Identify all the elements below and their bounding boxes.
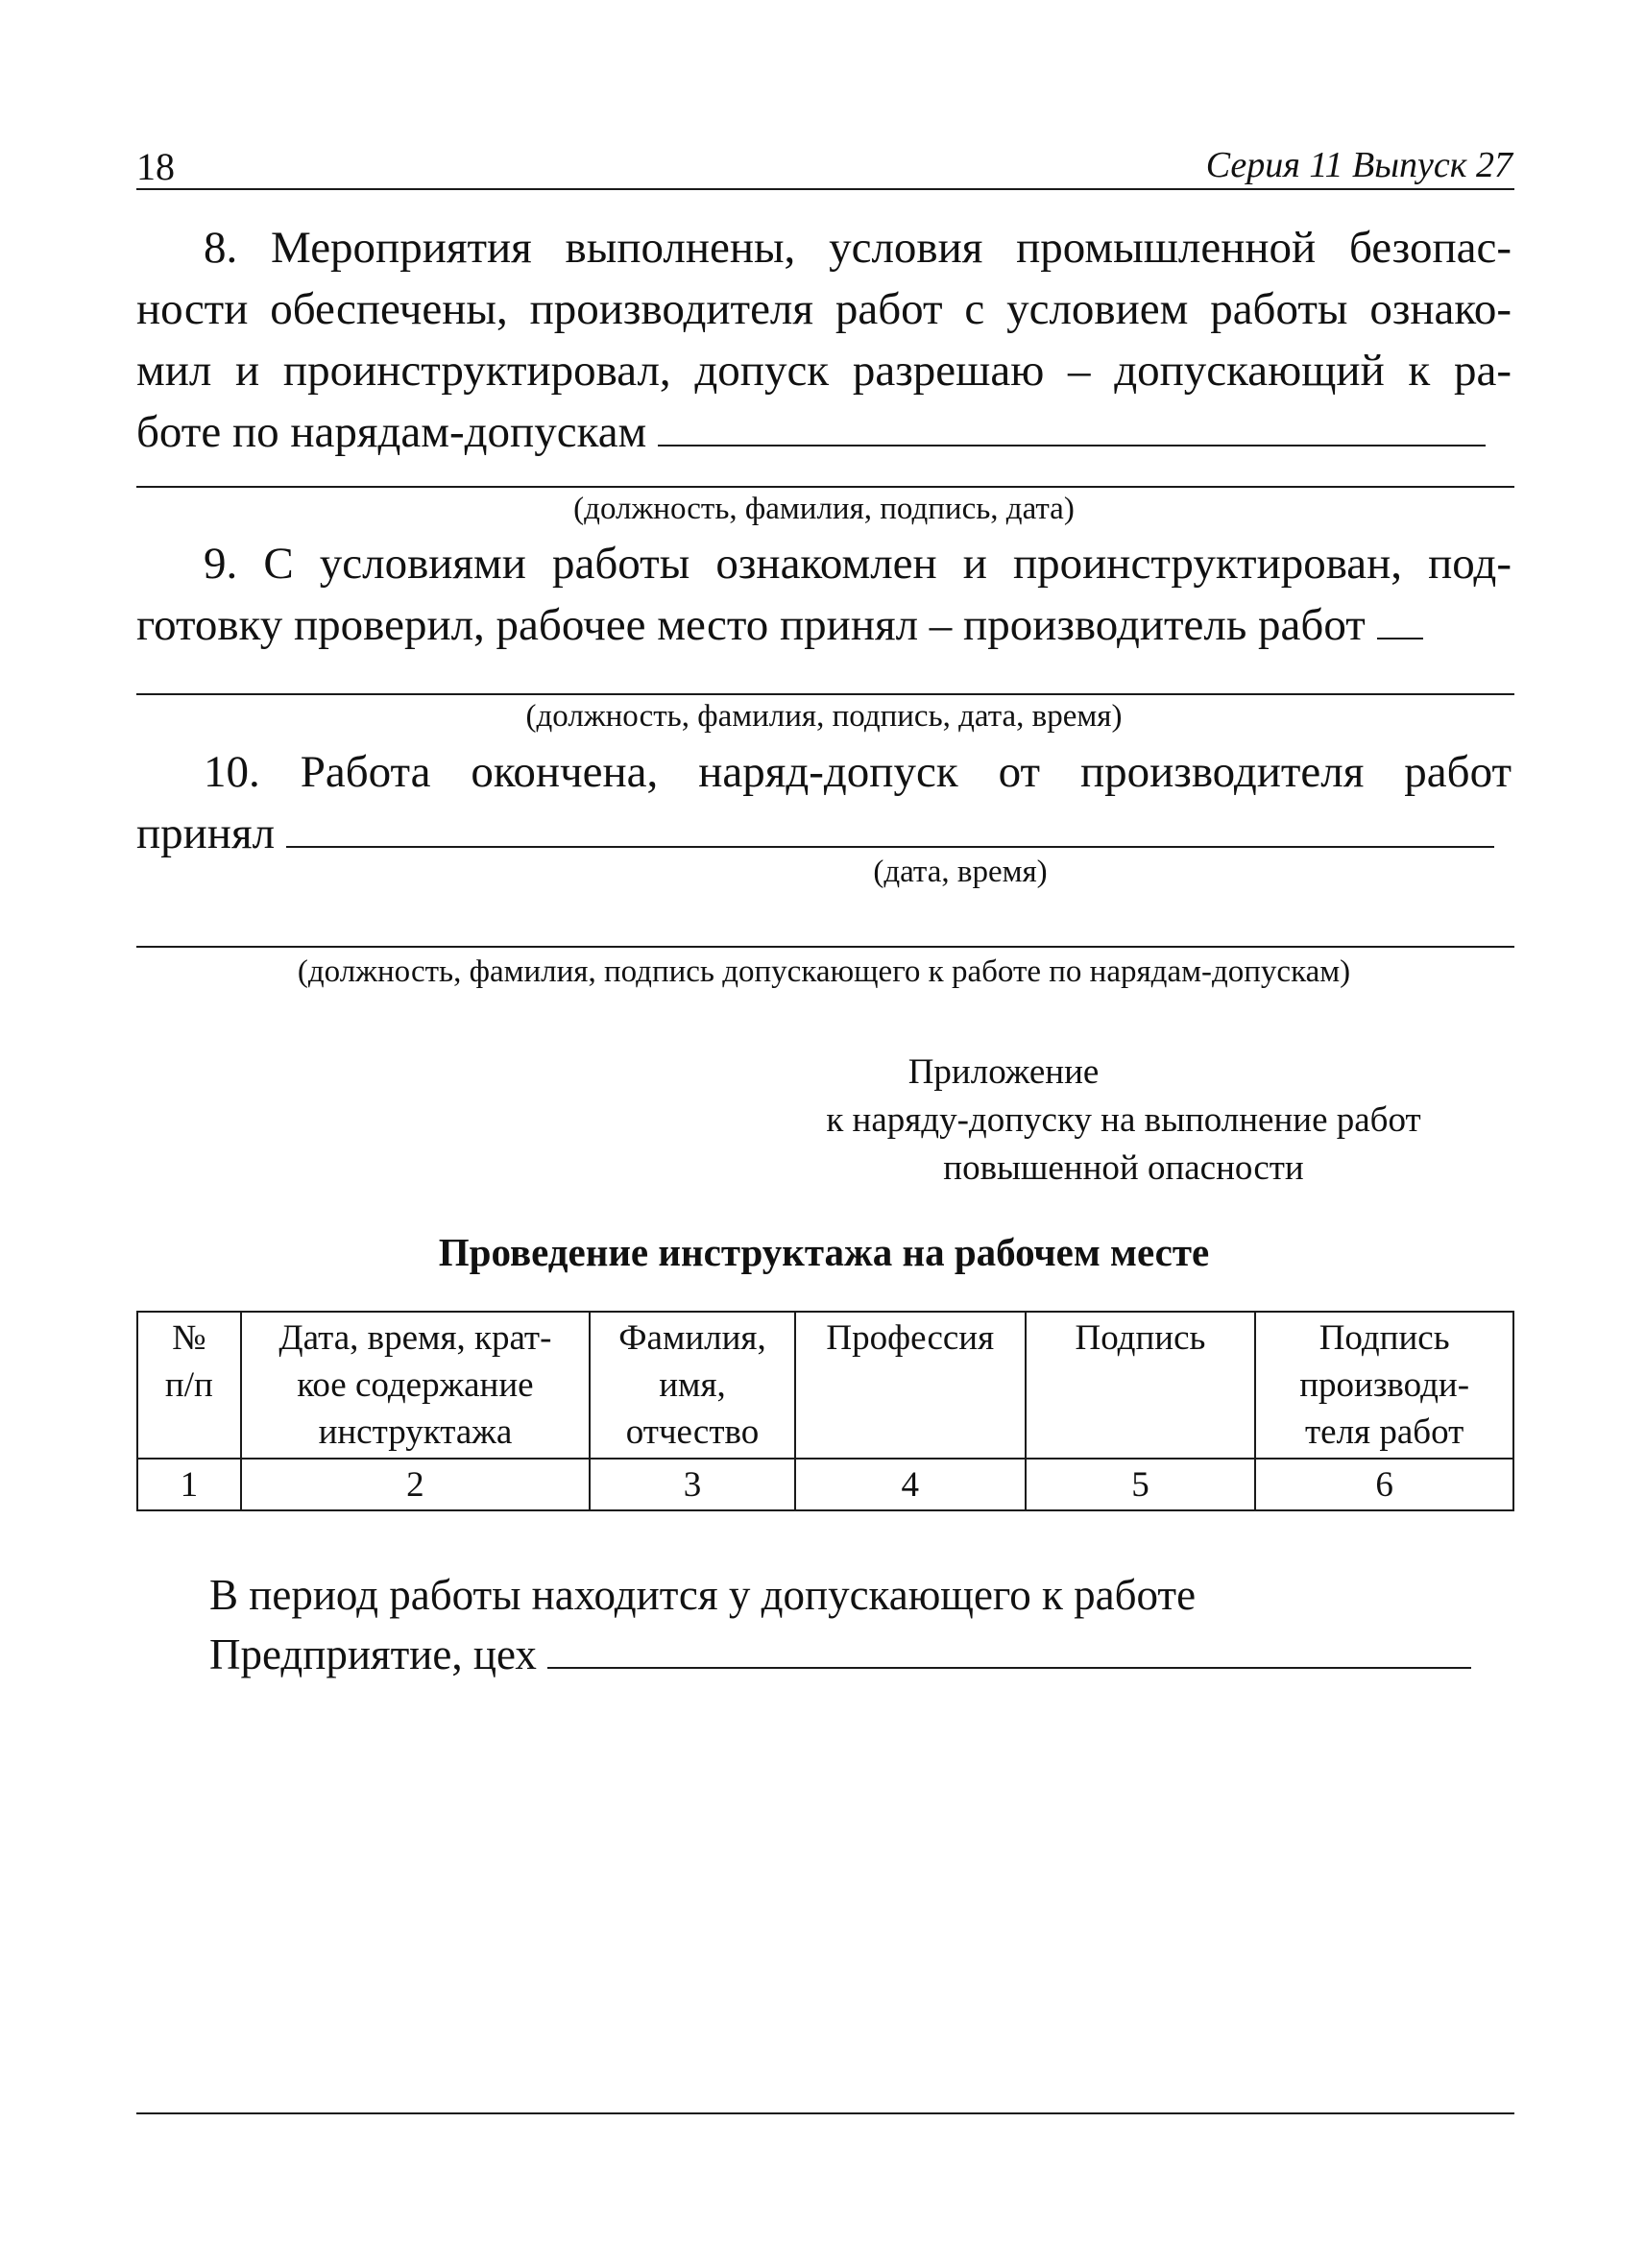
item-9-line-2 bbox=[136, 594, 1512, 656]
table-header-row bbox=[137, 1312, 1513, 1459]
enterprise-blank bbox=[547, 1666, 1471, 1669]
footer-rule bbox=[136, 2112, 1514, 2114]
column-number-cell: 2 bbox=[241, 1459, 590, 1510]
page-number: 18 bbox=[136, 145, 175, 188]
header-rule bbox=[136, 188, 1514, 190]
appendix-line-2: к наряду-допуску на выполнение работ bbox=[826, 1100, 1421, 1140]
column-number-cell: 4 bbox=[795, 1459, 1026, 1510]
item-10-paragraph bbox=[136, 741, 1512, 864]
item-8-line-4-text: боте по нарядам-допускам bbox=[136, 407, 647, 457]
custody-text: В период работы находится у допускающего к работе bbox=[209, 1571, 1197, 1619]
column-number-cell: 3 bbox=[590, 1459, 795, 1510]
item-10-date-caption: (дата, время) bbox=[873, 855, 1048, 889]
item-9-line-2-text: готовку проверил, рабочее место принял – производитель работ bbox=[136, 600, 1366, 650]
header-text: Подпись bbox=[1075, 1318, 1206, 1358]
signature-blank bbox=[286, 845, 1494, 848]
item-8-caption: (должность, фамилия, подпись, дата) bbox=[573, 492, 1075, 526]
series-title: Серия 11 Выпуск 27 bbox=[1205, 145, 1512, 185]
header-text: инструктажа bbox=[318, 1412, 513, 1452]
table-number-row bbox=[137, 1459, 1513, 1510]
signature-blank bbox=[1377, 637, 1423, 639]
header-text: Подпись bbox=[1318, 1318, 1450, 1358]
appendix-line-1: Приложение bbox=[907, 1052, 1100, 1092]
header-text: кое содержание bbox=[297, 1365, 534, 1405]
item-8-paragraph bbox=[136, 217, 1512, 463]
appendix-heading bbox=[730, 1049, 1517, 1193]
header-cell-foreman-signature bbox=[1255, 1312, 1513, 1459]
signature-blank bbox=[658, 444, 1486, 446]
enterprise-line bbox=[209, 1625, 1471, 1684]
item-10-blank-line bbox=[136, 946, 1514, 948]
header-cell-signature bbox=[1026, 1312, 1256, 1459]
instruction-table bbox=[136, 1311, 1514, 1511]
item-9-blank-line bbox=[136, 693, 1514, 695]
enterprise-label: Предприятие, цех bbox=[209, 1630, 537, 1678]
header-text: Профессия bbox=[826, 1318, 995, 1358]
column-number-cell: 6 bbox=[1255, 1459, 1513, 1510]
header-cell-date bbox=[241, 1312, 590, 1459]
item-8-line-2: ности обеспечены, производителя работ с условием работы ознако- bbox=[136, 284, 1512, 334]
column-number-cell: 1 bbox=[137, 1459, 241, 1510]
column-number-cell: 5 bbox=[1026, 1459, 1256, 1510]
table-title: Проведение инструктажа на рабочем месте bbox=[438, 1230, 1210, 1274]
header-text: производи- bbox=[1299, 1365, 1470, 1405]
item-8-line-4 bbox=[136, 401, 1512, 463]
header-text: п/п bbox=[164, 1365, 213, 1405]
header-text: Фамилия, bbox=[618, 1318, 766, 1358]
item-10-line-1: 10. Работа окончена, наряд-допуск от производителя работ bbox=[204, 747, 1512, 797]
item-9-paragraph bbox=[136, 533, 1512, 656]
item-8-line-3: мил и проинструктировал, допуск разрешаю – допускающий к ра- bbox=[136, 346, 1512, 396]
item-10-person-caption: (должность, фамилия, подпись допускающего к работе по нарядам-допускам) bbox=[297, 954, 1351, 989]
item-9-caption: (должность, фамилия, подпись, дата, время) bbox=[525, 699, 1123, 734]
item-8-line-1: 8. Мероприятия выполнены, условия промышленной безопас- bbox=[204, 223, 1512, 273]
header-cell-name bbox=[590, 1312, 795, 1459]
item-10-line-2-text: принял bbox=[136, 808, 276, 858]
header-text: отчество bbox=[625, 1412, 760, 1452]
header-text: № bbox=[172, 1318, 206, 1358]
header-text: имя, bbox=[659, 1365, 726, 1405]
header-text: Дата, время, крат- bbox=[278, 1318, 552, 1358]
item-8-blank-line bbox=[136, 486, 1514, 488]
item-9-line-1: 9. С условиями работы ознакомлен и проинструктирован, под- bbox=[204, 539, 1512, 589]
header-cell-profession bbox=[795, 1312, 1026, 1459]
header-cell-number bbox=[137, 1312, 241, 1459]
appendix-line-3: повышенной опасности bbox=[943, 1148, 1304, 1188]
header-text: теля работ bbox=[1305, 1412, 1464, 1452]
